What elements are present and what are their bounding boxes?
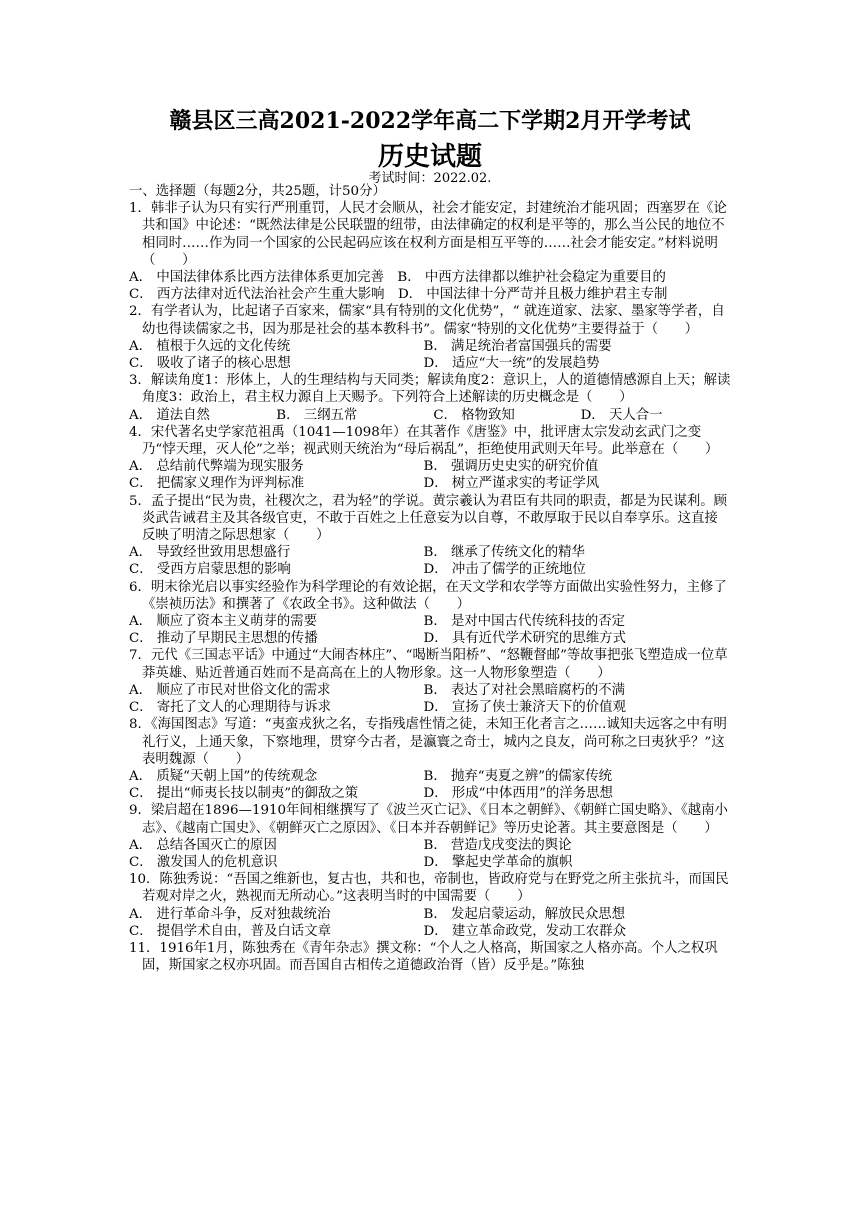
question-11 [129, 940, 731, 974]
question-1 [129, 200, 731, 303]
option: C． 受西方启蒙思想的影响 [129, 562, 291, 578]
option: C． 寄托了文人的心理期待与诉求 [129, 700, 331, 716]
option: C． 格物致知 [433, 407, 515, 423]
option: B． 表达了对社会黑暗腐朽的不满 [423, 682, 626, 698]
question-8 [129, 716, 731, 802]
option: A． 总结各国灭亡的原因 [129, 837, 277, 853]
question-stem: 5．孟子提出“民为贵，社稷次之，君为轻”的学说。黄宗羲认为君臣有共同的职责，都是为民谋利。顾炎武告诫君主及其各级官吏，不敢于百姓之上任意妄为以自尊，不敢厚取于民以自奉享乐。这直接反映了明清之际思想家（ ） [129, 493, 728, 544]
question-stem: 8．《海国图志》写道：“夷蛮戎狄之名，专指残虐性情之徒，未知王化者言之……诚知夫远客之中有明礼行义，上通天象，下察地理，贯穿今古者，是瀛寰之奇士，城内之良友，尚可称之曰夷狄乎？”这表明魏源（ ） [129, 717, 727, 767]
option: D． 冲击了儒学的正统地位 [423, 562, 586, 578]
question-6 [129, 579, 731, 648]
option-row [129, 768, 731, 785]
question-list [129, 183, 731, 974]
question-10 [129, 871, 731, 940]
option-row [129, 923, 731, 940]
option: C． 提出“师夷长技以制夷”的御敌之策 [129, 786, 359, 802]
question-stem: 3．解读角度1：形体上，人的生理结构与天同类；解读角度2：意识上，人的道德情感源自上天；解读角度3：政治上，君主权力源自上天赐予。下列符合上述解读的历史概念是（ ） [129, 373, 731, 406]
option: D． 建立革命政党，发动工农群众 [423, 923, 626, 939]
option: D． 树立严谨求实的考证学风 [423, 476, 600, 492]
option-row [129, 785, 731, 802]
question-stem: 6．明末徐光启以事实经验作为科学理论的有效论据，在天文学和农学等方面做出实验性努力，主修了《崇祯历法》和撰著了《农政全书》。这种做法（ ） [129, 579, 727, 612]
option: D． 天人合一 [580, 407, 663, 423]
option: C． 西方法律对近代法治社会产生重大影响 [129, 287, 385, 303]
option: B． 发起启蒙运动，解放民众思想 [423, 906, 626, 922]
question-7 [129, 647, 731, 716]
option: D． 形成“中体西用”的洋务思想 [423, 786, 613, 802]
option: B． 强调历史史实的研究价值 [423, 459, 599, 475]
option: A． 道法自然 [129, 407, 210, 423]
question-stem: 9．梁启超在1896—1910年间相继撰写了《波兰灭亡记》、《日本之朝鲜》、《朝鲜亡国史略》、《越南小志》、《越南亡国史》、《朝鲜灭亡之原因》、《日本并吞朝鲜记》等历史论著。其主要意图是（ ） [129, 803, 728, 836]
option-row [129, 286, 731, 303]
option-row [129, 699, 731, 716]
question-4 [129, 424, 731, 493]
question-stem: 11．1916年1月，陈独秀在《青年杂志》撰文称：“个人之人格高，斯国家之人格亦高。个人之权巩固，斯国家之权亦巩固。而吾国自古相传之道德政治胥（皆）反乎是。”陈独 [129, 940, 718, 974]
question-5 [129, 493, 731, 579]
subject-title: 历史试题 [377, 142, 482, 172]
question-stem: 7．元代《三国志平话》中通过“大闹杏林庄”、“喝断当阳桥”、“怒鞭督邮”等故事把张飞塑造成一位草莽英雄、贴近普通百姓而不是高高在上的人物形象。这一人物形象塑造（ ） [129, 648, 728, 681]
option: D． 适应“大一统”的发展趋势 [423, 356, 600, 372]
option-row [129, 613, 731, 630]
option: B． 三纲五常 [276, 407, 358, 423]
option: B． 抛弃“夷夏之辨”的儒家传统 [423, 768, 612, 784]
option-row [129, 475, 731, 492]
section-heading: 一、选择题（每题2分，共25题，计50分） [129, 184, 386, 199]
option-row [129, 854, 731, 871]
option-row [129, 682, 731, 699]
option: A． 质疑“天朝上国”的传统观念 [129, 768, 318, 784]
option-row [129, 338, 731, 355]
option: C． 提倡学术自由，普及白话文章 [129, 923, 331, 939]
option-row [129, 269, 731, 286]
question-9 [129, 802, 731, 871]
option-row [129, 544, 731, 561]
option: C． 把儒家义理作为评判标准 [129, 476, 305, 492]
option: B． 满足统治者富国强兵的需要 [423, 338, 612, 354]
option: B． 是对中国古代传统科技的否定 [423, 614, 626, 630]
option: D． 中国法律十分严苛并且极力维护君主专制 [397, 287, 668, 303]
exam-title: 赣县区三高2021-2022学年高二下学期2月开学考试 [169, 108, 691, 134]
option: C． 吸收了诸子的核心思想 [129, 356, 291, 372]
question-stem: 10．陈独秀说：“吾国之维新也，复古也，共和也，帝制也，皆政府党与在野党之所主张抗斗，而国民若观对岸之火，熟视而无所动心。”这表明当时的中国需要（ ） [129, 872, 729, 905]
option-row [129, 561, 731, 578]
option: A． 中国法律体系比西方法律体系更加完善 [129, 270, 384, 286]
option: A． 顺应了市民对世俗文化的需求 [129, 682, 331, 698]
option: D． 具有近代学术研究的思维方式 [423, 631, 626, 647]
question-stem: 2．有学者认为，比起诸子百家来，儒家“具有特别的文化优势”，“ 就连道家、法家、墨家等学者，自幼也得读儒家之书，因为那是社会的基本教科书”。儒家“特别的文化优势”主要得益于（ ） [129, 304, 725, 337]
option-row [129, 630, 731, 647]
question-stem: 4．宋代著名史学家范祖禹（1041—1098年）在其著作《唐鉴》中，批评唐太宗发动玄武门之变乃“悖天理，灭人伦”之举；视武则天统治为“母后祸乱”，拒绝使用武则天年号。此举意在（ ） [129, 424, 719, 458]
option: A． 总结前代弊端为现实服务 [129, 459, 304, 475]
option: A． 植根于久远的文化传统 [129, 338, 291, 354]
option: C． 激发国人的危机意识 [129, 854, 278, 870]
option-row [129, 837, 731, 854]
question-stem: 1．韩非子认为只有实行严刑重罚，人民才会顺从，社会才能安定，封建统治才能巩固；西塞罗在《论共和国》中论述：“既然法律是公民联盟的纽带，由法律确定的权利是平等的，那么当公民的地位不相同时……作为同一个国家的公民起码应该在权利方面是相互平等的……社会才能安定。”材料说明（ ） [129, 201, 727, 268]
option-row [129, 407, 731, 424]
option: A． 顺应了资本主义萌芽的需要 [129, 614, 318, 630]
question-3 [129, 372, 731, 424]
question-2 [129, 303, 731, 372]
option: C． 推动了早期民主思想的传播 [129, 631, 318, 647]
option-row [129, 355, 731, 372]
option: D． 宣扬了侠士兼济天下的价值观 [423, 700, 626, 716]
option-row [129, 458, 731, 475]
option: B． 继承了传统文化的精华 [423, 545, 585, 561]
option: B． 中西方法律都以维护社会稳定为重要目的 [397, 270, 666, 286]
option: A． 进行革命斗争，反对独裁统治 [129, 906, 331, 922]
option: A． 导致经世致用思想盛行 [129, 545, 291, 561]
exam-time: 考试时间：2022.02. [368, 171, 492, 186]
option: B． 营造戊戌变法的舆论 [423, 837, 572, 853]
option-row [129, 906, 731, 923]
option: D． 擎起史学革命的旗帜 [423, 854, 573, 870]
